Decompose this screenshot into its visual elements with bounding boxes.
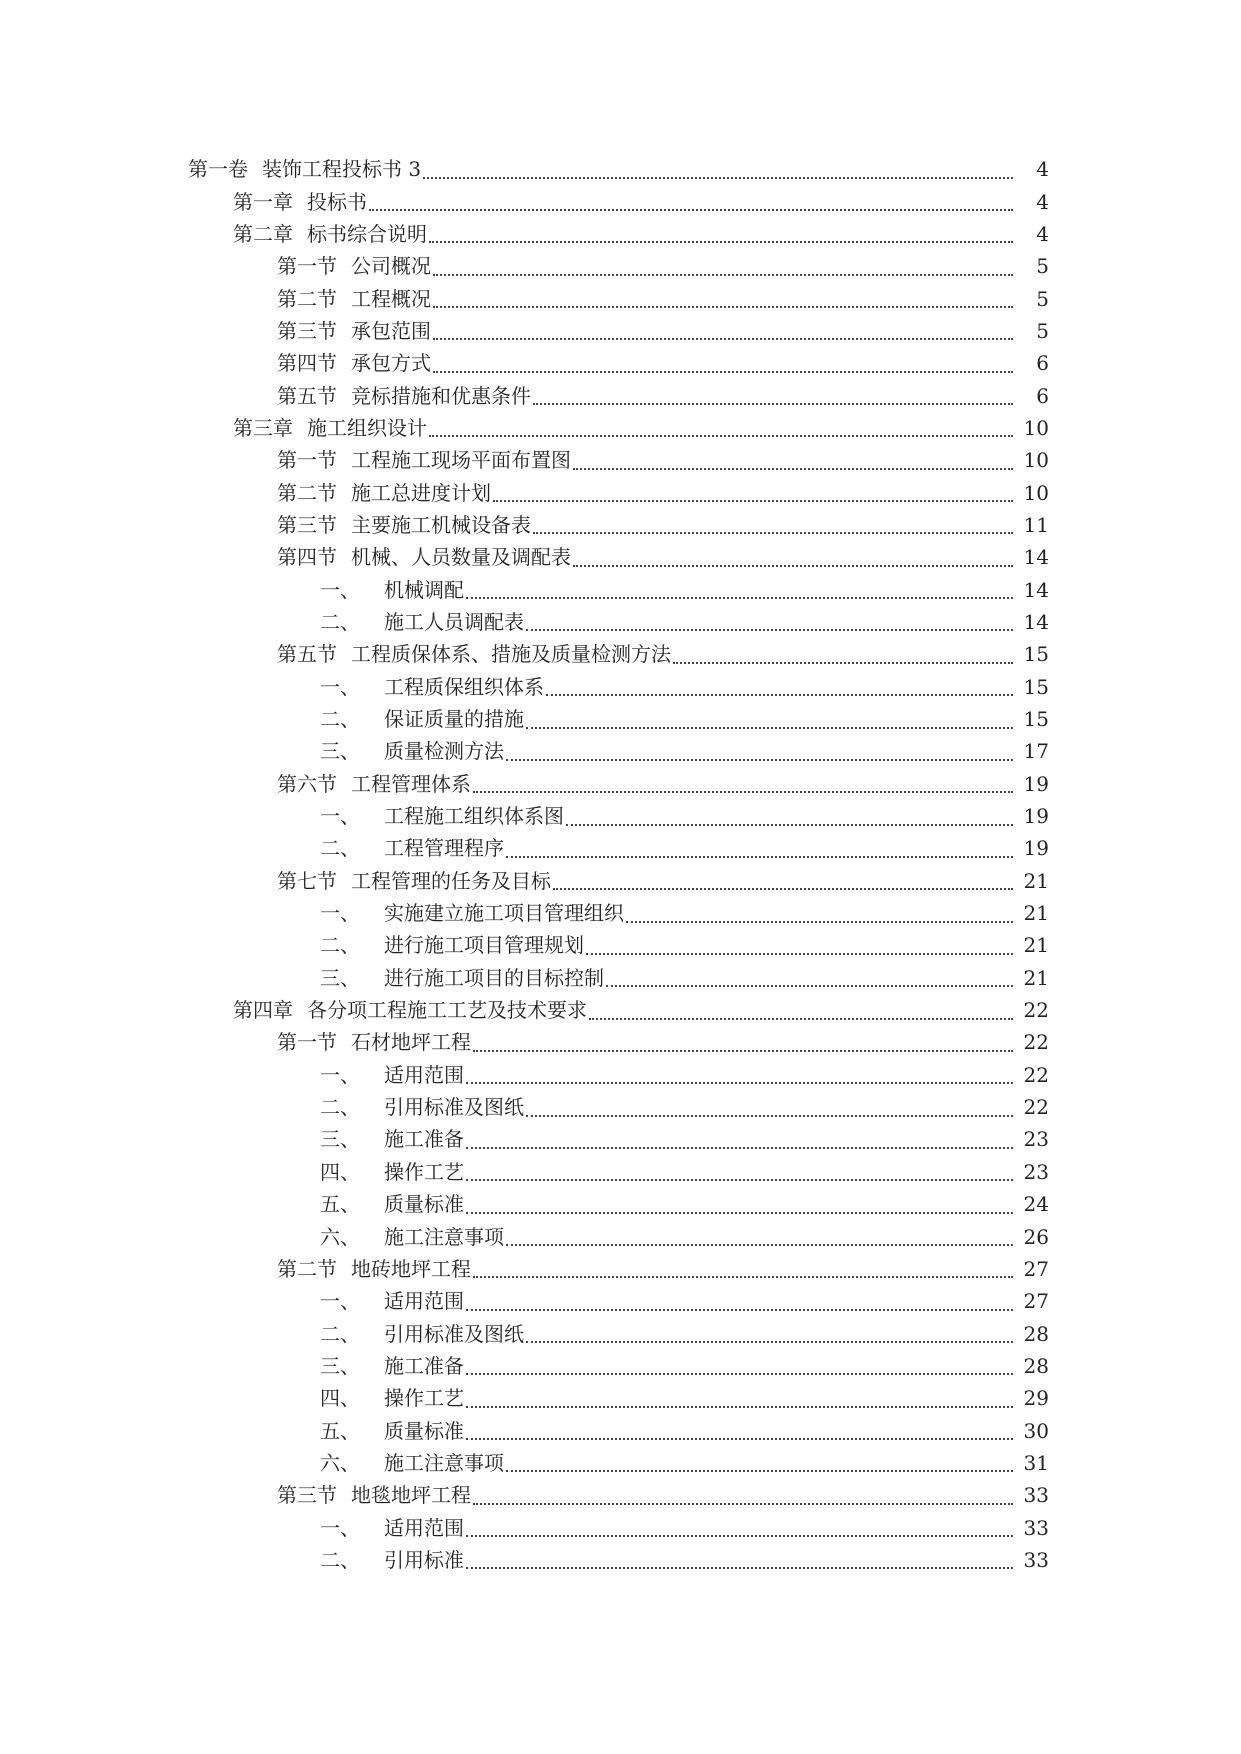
toc-page-number: 22 bbox=[1023, 1062, 1049, 1087]
toc-entry-number: 一、 bbox=[320, 901, 360, 926]
toc-page-number: 19 bbox=[1023, 771, 1049, 796]
toc-entry-41[interactable] bbox=[0, 1479, 1241, 1511]
toc-entry-text bbox=[277, 315, 431, 347]
toc-entry-text bbox=[277, 444, 571, 476]
toc-entry-4[interactable] bbox=[0, 282, 1241, 314]
toc-entry-number: 二、 bbox=[320, 609, 360, 634]
toc-entry-number: 第一卷 bbox=[188, 157, 248, 182]
toc-entry-text bbox=[277, 638, 671, 670]
toc-dot-leader bbox=[466, 1308, 1013, 1311]
toc-entry-1[interactable] bbox=[0, 185, 1241, 217]
toc-entry-21[interactable] bbox=[0, 832, 1241, 864]
toc-dot-leader bbox=[466, 1437, 1013, 1440]
toc-entry-title: 工程施工组织体系图 bbox=[384, 804, 564, 829]
toc-entry-title: 进行施工项目管理规划 bbox=[384, 933, 584, 958]
toc-page-number: 21 bbox=[1023, 901, 1049, 926]
toc-entry-38[interactable] bbox=[0, 1382, 1241, 1414]
toc-entry-text bbox=[320, 735, 504, 767]
toc-entry-text bbox=[320, 1221, 504, 1253]
toc-entry-number: 第三章 bbox=[233, 415, 293, 440]
toc-dot-leader bbox=[566, 823, 1013, 826]
toc-entry-number: 第七节 bbox=[277, 868, 337, 893]
toc-entry-text bbox=[320, 1059, 464, 1091]
toc-entry-5[interactable] bbox=[0, 315, 1241, 347]
toc-entry-number: 第四节 bbox=[277, 545, 337, 570]
toc-entry-number: 五、 bbox=[320, 1192, 360, 1217]
toc-entry-text bbox=[320, 929, 584, 961]
toc-page-number: 17 bbox=[1023, 739, 1049, 764]
toc-entry-7[interactable] bbox=[0, 379, 1241, 411]
toc-entry-title: 工程管理体系 bbox=[351, 771, 471, 796]
toc-entry-31[interactable] bbox=[0, 1156, 1241, 1188]
toc-dot-leader bbox=[586, 952, 1013, 955]
toc-entry-title: 主要施工机械设备表 bbox=[351, 512, 531, 537]
toc-entry-text bbox=[320, 671, 544, 703]
toc-dot-leader bbox=[466, 1372, 1013, 1375]
toc-entry-text bbox=[320, 1350, 464, 1382]
toc-entry-text bbox=[277, 1026, 471, 1058]
toc-entry-3[interactable] bbox=[0, 250, 1241, 282]
toc-entry-number: 一、 bbox=[320, 804, 360, 829]
toc-dot-leader bbox=[626, 920, 1013, 923]
toc-dot-leader bbox=[466, 1146, 1013, 1149]
toc-dot-leader bbox=[526, 628, 1013, 631]
toc-page-number: 11 bbox=[1023, 512, 1049, 537]
toc-entry-36[interactable] bbox=[0, 1317, 1241, 1349]
toc-page-number: 22 bbox=[1023, 1095, 1049, 1120]
toc-dot-leader bbox=[546, 693, 1013, 696]
toc-entry-title: 引用标准及图纸 bbox=[384, 1321, 524, 1346]
toc-entry-number: 二、 bbox=[320, 707, 360, 732]
toc-entry-number: 第三节 bbox=[277, 512, 337, 537]
toc-entry-title: 机械、人员数量及调配表 bbox=[351, 545, 571, 570]
toc-entry-number: 第三节 bbox=[277, 1483, 337, 1508]
toc-entry-number: 一、 bbox=[320, 674, 360, 699]
toc-dot-leader bbox=[526, 1114, 1013, 1117]
toc-dot-leader bbox=[606, 984, 1013, 987]
toc-entry-25[interactable] bbox=[0, 962, 1241, 994]
toc-entry-title: 承包范围 bbox=[351, 318, 431, 343]
toc-entry-15[interactable] bbox=[0, 638, 1241, 670]
toc-page-number: 23 bbox=[1023, 1127, 1049, 1152]
toc-entry-text bbox=[277, 477, 491, 509]
toc-entry-title: 操作工艺 bbox=[384, 1386, 464, 1411]
toc-entry-title: 工程质保组织体系 bbox=[384, 674, 544, 699]
toc-dot-leader bbox=[526, 1340, 1013, 1343]
toc-entry-34[interactable] bbox=[0, 1253, 1241, 1285]
toc-entry-number: 第四章 bbox=[233, 998, 293, 1023]
toc-entry-text bbox=[277, 509, 531, 541]
toc-page-number: 24 bbox=[1023, 1192, 1049, 1217]
toc-entry-title: 保证质量的措施 bbox=[384, 707, 524, 732]
toc-entry-number: 二、 bbox=[320, 1547, 360, 1572]
toc-dot-leader bbox=[466, 1566, 1013, 1569]
toc-dot-leader bbox=[473, 790, 1013, 793]
toc-entry-title: 承包方式 bbox=[351, 351, 431, 376]
toc-dot-leader bbox=[506, 855, 1013, 858]
toc-entry-text bbox=[277, 250, 431, 282]
toc-dot-leader bbox=[433, 305, 1013, 308]
toc-entry-28[interactable] bbox=[0, 1059, 1241, 1091]
toc-dot-leader bbox=[423, 176, 1013, 179]
toc-dot-leader bbox=[466, 1178, 1013, 1181]
toc-entry-number: 第一节 bbox=[277, 1030, 337, 1055]
toc-entry-text bbox=[277, 380, 531, 412]
toc-entry-23[interactable] bbox=[0, 897, 1241, 929]
toc-entry-title: 质量检测方法 bbox=[384, 739, 504, 764]
toc-entry-text bbox=[320, 1447, 504, 1479]
toc-entry-text bbox=[320, 703, 524, 735]
toc-page-number: 33 bbox=[1023, 1483, 1049, 1508]
toc-entry-title: 地毯地坪工程 bbox=[351, 1483, 471, 1508]
toc-page-number: 5 bbox=[1036, 254, 1049, 279]
toc-page-number: 10 bbox=[1023, 415, 1049, 440]
toc-entry-number: 第三节 bbox=[277, 318, 337, 343]
table-of-contents bbox=[0, 153, 1241, 1576]
toc-page-number: 14 bbox=[1023, 609, 1049, 634]
toc-entry-9[interactable] bbox=[0, 444, 1241, 476]
toc-entry-2[interactable] bbox=[0, 218, 1241, 250]
toc-entry-18[interactable] bbox=[0, 735, 1241, 767]
toc-page-number: 30 bbox=[1023, 1418, 1049, 1443]
toc-entry-title: 进行施工项目的目标控制 bbox=[384, 965, 604, 990]
toc-page-number: 6 bbox=[1036, 383, 1049, 408]
toc-entry-title: 工程管理的任务及目标 bbox=[351, 868, 551, 893]
toc-entry-text bbox=[233, 412, 427, 444]
toc-entry-number: 二、 bbox=[320, 933, 360, 958]
toc-entry-text bbox=[320, 1544, 464, 1576]
toc-page-number: 14 bbox=[1023, 577, 1049, 602]
toc-entry-text bbox=[320, 1382, 464, 1414]
toc-dot-leader bbox=[553, 887, 1013, 890]
toc-entry-title: 石材地坪工程 bbox=[351, 1030, 471, 1055]
toc-entry-number: 六、 bbox=[320, 1224, 360, 1249]
toc-page-number: 28 bbox=[1023, 1353, 1049, 1378]
toc-entry-text bbox=[277, 865, 551, 897]
toc-dot-leader bbox=[466, 596, 1013, 599]
toc-entry-number: 第二节 bbox=[277, 286, 337, 311]
toc-dot-leader bbox=[473, 1275, 1013, 1278]
toc-dot-leader bbox=[466, 1405, 1013, 1408]
toc-entry-title: 施工总进度计划 bbox=[351, 480, 491, 505]
toc-entry-0[interactable] bbox=[0, 153, 1241, 185]
toc-entry-text bbox=[320, 1156, 464, 1188]
toc-page-number: 28 bbox=[1023, 1321, 1049, 1346]
toc-entry-number: 三、 bbox=[320, 965, 360, 990]
toc-page-number: 21 bbox=[1023, 933, 1049, 958]
toc-page-number: 33 bbox=[1023, 1547, 1049, 1572]
toc-dot-leader bbox=[573, 467, 1013, 470]
toc-entry-text bbox=[320, 1415, 464, 1447]
toc-page-number: 26 bbox=[1023, 1224, 1049, 1249]
toc-page-number: 4 bbox=[1036, 221, 1049, 246]
toc-entry-number: 一、 bbox=[320, 577, 360, 602]
toc-entry-text bbox=[320, 1123, 464, 1155]
toc-page-number: 5 bbox=[1036, 286, 1049, 311]
toc-entry-title: 适用范围 bbox=[384, 1515, 464, 1540]
toc-dot-leader bbox=[433, 370, 1013, 373]
toc-entry-number: 三、 bbox=[320, 739, 360, 764]
toc-page-number: 27 bbox=[1023, 1256, 1049, 1281]
toc-entry-26[interactable] bbox=[0, 994, 1241, 1026]
toc-entry-39[interactable] bbox=[0, 1414, 1241, 1446]
toc-page-number: 10 bbox=[1023, 448, 1049, 473]
toc-dot-leader bbox=[573, 564, 1013, 567]
toc-entry-number: 四、 bbox=[320, 1159, 360, 1184]
toc-dot-leader bbox=[466, 1211, 1013, 1214]
toc-entry-number: 第二节 bbox=[277, 1256, 337, 1281]
toc-entry-title: 投标书 bbox=[307, 189, 367, 214]
toc-entry-22[interactable] bbox=[0, 865, 1241, 897]
toc-dot-leader bbox=[473, 1049, 1013, 1052]
toc-page-number: 33 bbox=[1023, 1515, 1049, 1540]
toc-entry-number: 一、 bbox=[320, 1289, 360, 1314]
toc-page-number: 10 bbox=[1023, 480, 1049, 505]
toc-entry-11[interactable] bbox=[0, 509, 1241, 541]
toc-entry-title: 施工组织设计 bbox=[307, 415, 427, 440]
toc-dot-leader bbox=[433, 337, 1013, 340]
toc-dot-leader bbox=[506, 758, 1013, 761]
toc-entry-text bbox=[277, 283, 431, 315]
toc-entry-number: 二、 bbox=[320, 836, 360, 861]
toc-entry-19[interactable] bbox=[0, 768, 1241, 800]
toc-page-number: 5 bbox=[1036, 318, 1049, 343]
toc-entry-number: 第一节 bbox=[277, 448, 337, 473]
toc-entry-number: 一、 bbox=[320, 1515, 360, 1540]
toc-entry-title: 地砖地坪工程 bbox=[351, 1256, 471, 1281]
toc-page-number: 21 bbox=[1023, 868, 1049, 893]
toc-dot-leader bbox=[589, 1017, 1013, 1020]
toc-dot-leader bbox=[429, 240, 1013, 243]
toc-dot-leader bbox=[466, 1081, 1013, 1084]
toc-entry-number: 六、 bbox=[320, 1450, 360, 1475]
toc-page-number: 31 bbox=[1023, 1450, 1049, 1475]
toc-entry-number: 第五节 bbox=[277, 642, 337, 667]
toc-entry-title: 引用标准及图纸 bbox=[384, 1095, 524, 1120]
toc-entry-number: 二、 bbox=[320, 1321, 360, 1346]
toc-entry-42[interactable] bbox=[0, 1511, 1241, 1543]
toc-page-number: 15 bbox=[1023, 642, 1049, 667]
toc-entry-29[interactable] bbox=[0, 1091, 1241, 1123]
toc-dot-leader bbox=[466, 1534, 1013, 1537]
toc-entry-title: 适用范围 bbox=[384, 1062, 464, 1087]
toc-entry-text bbox=[320, 1512, 464, 1544]
toc-entry-37[interactable] bbox=[0, 1350, 1241, 1382]
toc-entry-text bbox=[320, 1091, 524, 1123]
toc-page-number: 19 bbox=[1023, 836, 1049, 861]
toc-dot-leader bbox=[433, 273, 1013, 276]
toc-dot-leader bbox=[493, 499, 1013, 502]
toc-entry-text bbox=[188, 153, 421, 185]
toc-entry-text bbox=[320, 574, 464, 606]
toc-entry-number: 三、 bbox=[320, 1353, 360, 1378]
toc-entry-30[interactable] bbox=[0, 1123, 1241, 1155]
toc-entry-text bbox=[320, 897, 624, 929]
toc-page-number: 22 bbox=[1023, 1030, 1049, 1055]
toc-entry-43[interactable] bbox=[0, 1544, 1241, 1576]
toc-page-number: 21 bbox=[1023, 965, 1049, 990]
toc-page-number: 19 bbox=[1023, 804, 1049, 829]
toc-entry-text bbox=[233, 218, 427, 250]
toc-page-number: 6 bbox=[1036, 351, 1049, 376]
toc-entry-number: 第六节 bbox=[277, 771, 337, 796]
toc-entry-6[interactable] bbox=[0, 347, 1241, 379]
toc-page-number: 4 bbox=[1036, 157, 1049, 182]
toc-entry-17[interactable] bbox=[0, 703, 1241, 735]
toc-entry-12[interactable] bbox=[0, 541, 1241, 573]
toc-entry-number: 第四节 bbox=[277, 351, 337, 376]
toc-entry-title: 机械调配 bbox=[384, 577, 464, 602]
toc-entry-16[interactable] bbox=[0, 671, 1241, 703]
toc-entry-text bbox=[320, 1285, 464, 1317]
toc-entry-title: 施工注意事项 bbox=[384, 1224, 504, 1249]
toc-entry-number: 二、 bbox=[320, 1095, 360, 1120]
toc-entry-number: 第二章 bbox=[233, 221, 293, 246]
toc-entry-title: 质量标准 bbox=[384, 1192, 464, 1217]
toc-entry-text bbox=[233, 186, 367, 218]
toc-entry-number: 第一章 bbox=[233, 189, 293, 214]
toc-entry-24[interactable] bbox=[0, 929, 1241, 961]
toc-entry-number: 四、 bbox=[320, 1386, 360, 1411]
toc-entry-title: 适用范围 bbox=[384, 1289, 464, 1314]
toc-entry-number: 一、 bbox=[320, 1062, 360, 1087]
toc-entry-text bbox=[277, 768, 471, 800]
toc-entry-text bbox=[233, 994, 587, 1026]
toc-dot-leader bbox=[506, 1469, 1013, 1472]
toc-page-number: 14 bbox=[1023, 545, 1049, 570]
toc-entry-text bbox=[320, 832, 504, 864]
toc-dot-leader bbox=[533, 531, 1013, 534]
toc-entry-27[interactable] bbox=[0, 1026, 1241, 1058]
toc-entry-title: 装饰工程投标书 3 bbox=[262, 157, 422, 182]
toc-entry-number: 第二节 bbox=[277, 480, 337, 505]
toc-entry-text bbox=[320, 800, 564, 832]
toc-entry-35[interactable] bbox=[0, 1285, 1241, 1317]
toc-dot-leader bbox=[526, 726, 1013, 729]
toc-dot-leader bbox=[533, 402, 1013, 405]
toc-dot-leader bbox=[429, 434, 1013, 437]
toc-entry-number: 第五节 bbox=[277, 383, 337, 408]
toc-entry-text bbox=[320, 962, 604, 994]
toc-entry-title: 竞标措施和优惠条件 bbox=[351, 383, 531, 408]
toc-entry-33[interactable] bbox=[0, 1220, 1241, 1252]
toc-entry-number: 第一节 bbox=[277, 254, 337, 279]
toc-entry-8[interactable] bbox=[0, 412, 1241, 444]
toc-page-number: 15 bbox=[1023, 674, 1049, 699]
toc-dot-leader bbox=[506, 1243, 1013, 1246]
toc-page-number: 15 bbox=[1023, 707, 1049, 732]
toc-entry-title: 施工人员调配表 bbox=[384, 609, 524, 634]
toc-entry-title: 实施建立施工项目管理组织 bbox=[384, 901, 624, 926]
toc-entry-32[interactable] bbox=[0, 1188, 1241, 1220]
toc-entry-title: 施工准备 bbox=[384, 1353, 464, 1378]
toc-entry-title: 工程质保体系、措施及质量检测方法 bbox=[351, 642, 671, 667]
toc-dot-leader bbox=[473, 1502, 1013, 1505]
toc-page-number: 23 bbox=[1023, 1159, 1049, 1184]
toc-entry-text bbox=[320, 1318, 524, 1350]
toc-page-number: 29 bbox=[1023, 1386, 1049, 1411]
toc-entry-title: 操作工艺 bbox=[384, 1159, 464, 1184]
toc-entry-title: 工程概况 bbox=[351, 286, 431, 311]
toc-entry-text bbox=[320, 606, 524, 638]
toc-entry-text bbox=[277, 1479, 471, 1511]
toc-entry-title: 质量标准 bbox=[384, 1418, 464, 1443]
toc-entry-title: 标书综合说明 bbox=[307, 221, 427, 246]
toc-entry-title: 工程管理程序 bbox=[384, 836, 504, 861]
toc-entry-title: 公司概况 bbox=[351, 254, 431, 279]
toc-entry-14[interactable] bbox=[0, 606, 1241, 638]
toc-page-number: 22 bbox=[1023, 998, 1049, 1023]
toc-entry-40[interactable] bbox=[0, 1447, 1241, 1479]
toc-entry-title: 施工注意事项 bbox=[384, 1450, 504, 1475]
toc-entry-text bbox=[277, 541, 571, 573]
toc-entry-title: 工程施工现场平面布置图 bbox=[351, 448, 571, 473]
toc-entry-text bbox=[277, 347, 431, 379]
toc-entry-title: 各分项工程施工工艺及技术要求 bbox=[307, 998, 587, 1023]
toc-entry-title: 施工准备 bbox=[384, 1127, 464, 1152]
toc-page-number: 27 bbox=[1023, 1289, 1049, 1314]
toc-entry-10[interactable] bbox=[0, 476, 1241, 508]
toc-entry-title: 引用标准 bbox=[384, 1547, 464, 1572]
toc-entry-text bbox=[320, 1188, 464, 1220]
toc-dot-leader bbox=[673, 661, 1013, 664]
toc-page-number: 4 bbox=[1036, 189, 1049, 214]
toc-entry-number: 三、 bbox=[320, 1127, 360, 1152]
toc-entry-text bbox=[277, 1253, 471, 1285]
toc-entry-number: 五、 bbox=[320, 1418, 360, 1443]
toc-entry-20[interactable] bbox=[0, 800, 1241, 832]
toc-dot-leader bbox=[369, 208, 1013, 211]
toc-entry-13[interactable] bbox=[0, 573, 1241, 605]
